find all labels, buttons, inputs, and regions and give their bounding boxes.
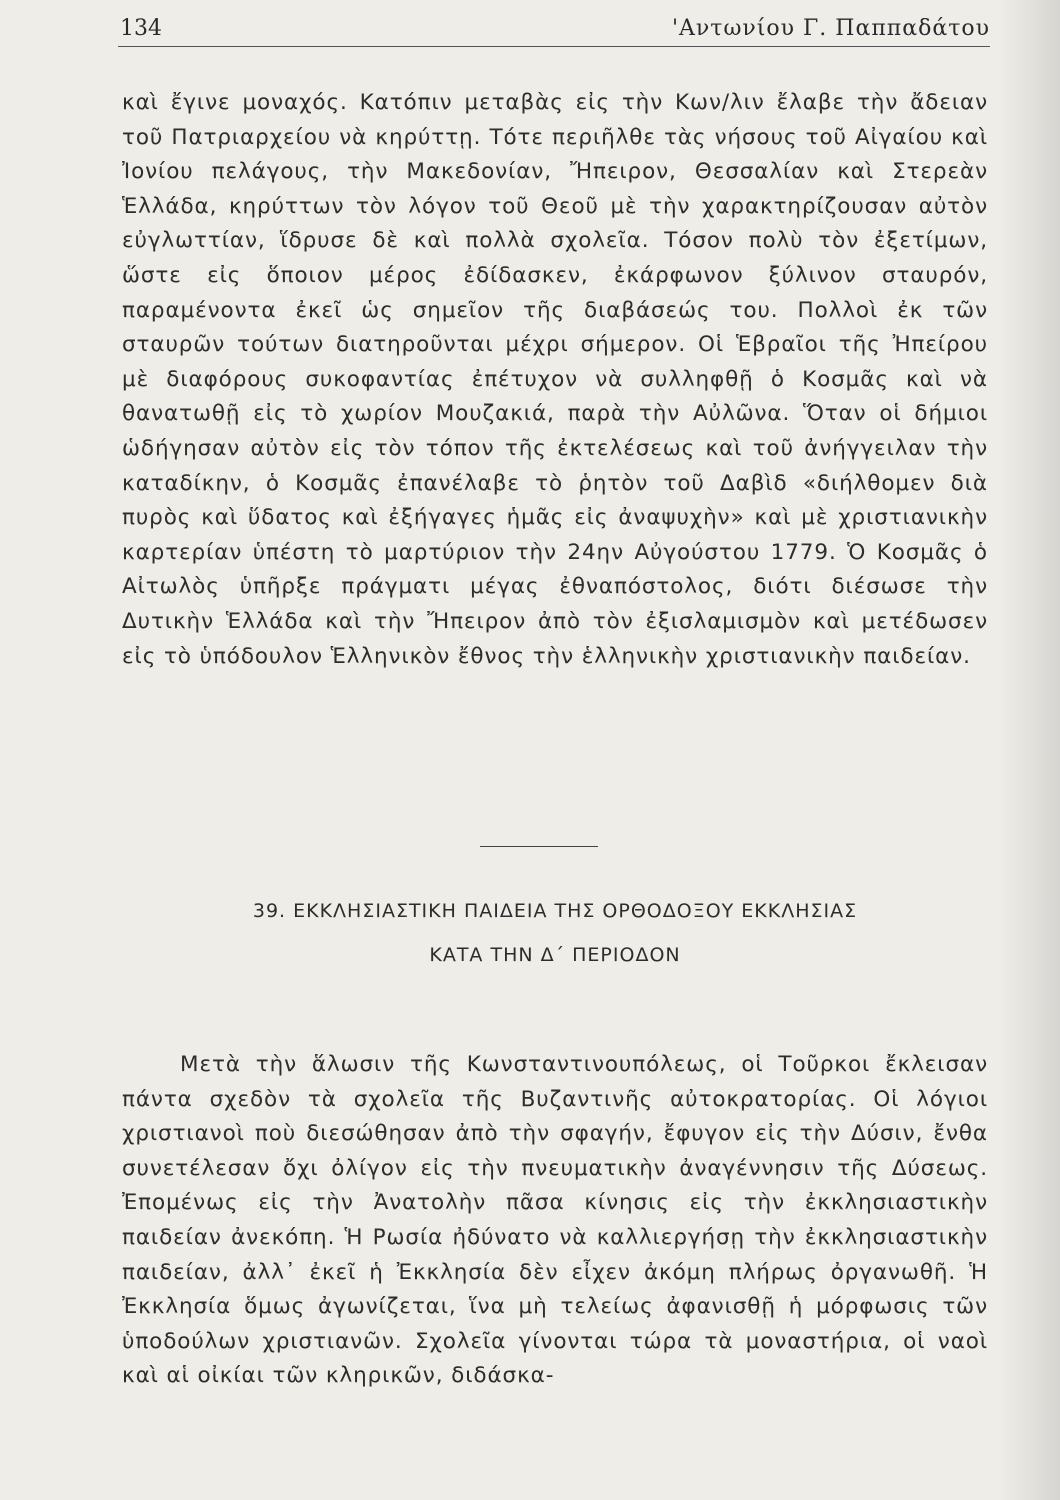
- section-heading-line-1: 39. ΕΚΚΛΗΣΙΑΣΤΙΚΗ ΠΑΙΔΕΙΑ ΤΗΣ ΟΡΘΟΔΟΞΟΥ ΕΚΚΛΗΣΙΑΣ: [252, 900, 858, 922]
- body-paragraph-2: Μετὰ τὴν ἅλωσιν τῆς Κωνσταντινουπόλεως, οἱ Τοῦρκοι ἔκλεισαν πάντα σχεδὸν τὰ σχολεῖα τῆς Βυζαντινῆς αὐτοκρατορίας. Οἱ λόγιοι χριστιανοὶ ποὺ διεσώθησαν ἀπὸ τὴν σφαγήν, ἔφυγον εἰς τὴν Δύσιν, ἔνθα συνετέλεσαν ὄχι ὀλίγον εἰς τὴν πνευματικὴν ἀναγέννησιν τῆς Δύσεως. Ἐπομένως εἰς τὴν Ἀνατολὴν πᾶσα κίνησις εἰς τὴν ἐκκλησιαστικὴν παιδείαν ἀνεκόπη. Ἡ Ρωσία ἠδύνατο νὰ καλλιεργήσῃ τὴν ἐκκλησιαστικὴν παιδείαν, ἀλλ᾽ ἐκεῖ ἡ Ἐκκλησία δὲν εἶχεν ἀκόμη πλήρως ὀργανωθῆ. Ἡ Ἐκκλησία ὅμως ἀγωνίζεται, ἵνα μὴ τελείως ἀφανισθῇ ἡ μόρφωσις τῶν ὑποδούλων χριστιανῶν. Σχολεῖα γίνονται τώρα τὰ μοναστήρια, οἱ ναοὶ καὶ αἱ οἰκίαι τῶν κληρικῶν, διδάσκα-: [122, 1052, 988, 1389]
- section-heading-line-2: ΚΑΤΑ ΤΗΝ Δ΄ ΠΕΡΙΟΔΟΝ: [429, 944, 681, 966]
- running-head: [120, 14, 990, 50]
- section-divider: [480, 846, 598, 847]
- header-rule: [118, 46, 990, 47]
- body-paragraph-1: καὶ ἔγινε μοναχός. Κατόπιν μεταβὰς εἰς τὴν Κων/λιν ἔλαβε τὴν ἄδειαν τοῦ Πατριαρχείου νὰ κηρύττῃ. Τότε περιῆλθε τὰς νήσους τοῦ Αἰγαίου καὶ Ἰονίου πελάγους, τὴν Μακεδονίαν, Ἤπειρον, Θεσσαλίαν καὶ Στερεὰν Ἑλλάδα, κηρύττων τὸν λόγον τοῦ Θεοῦ μὲ τὴν χαρακτηρίζουσαν αὐτὸν εὐγλωττίαν, ἵδρυσε δὲ καὶ πολλὰ σχολεῖα. Τόσον πολὺ τὸν ἐξετίμων, ὥστε εἰς ὅποιον μέρος ἐδίδασκεν, ἐκάρφωνον ξύλινον σταυρόν, παραμένοντα ἐκεῖ ὡς σημεῖον τῆς διαβάσεώς του. Πολλοὶ ἐκ τῶν σταυρῶν τούτων διατηροῦνται μέχρι σήμερον. Οἱ Ἑβραῖοι τῆς Ἠπείρου μὲ διαφόρους συκοφαντίας ἐπέτυχον νὰ συλληφθῇ ὁ Κοσμᾶς καὶ νὰ θανατωθῇ εἰς τὸ χωρίον Μουζακιά, παρὰ τὴν Αὐλῶνα. Ὅταν οἱ δήμιοι ὡδήγησαν αὐτὸν εἰς τὸν τόπον τῆς ἐκτελέσεως καὶ τοῦ ἀνήγγειλαν τὴν καταδίκην, ὁ Κοσμᾶς ἐπανέλαβε τὸ ῥητὸν τοῦ Δαβὶδ «διήλθομεν διὰ πυρὸς καὶ ὕδατος καὶ ἐξήγαγες ἡμᾶς εἰς ἀναψυχὴν» καὶ μὲ χριστιανικὴν καρτερίαν ὑπέστη τὸ μαρτύριον τὴν 24ην Αὐγούστου 1779. Ὁ Κοσμᾶς ὁ Αἰτωλὸς ὑπῆρξε πράγματι μέγας ἐθναπόστολος, διότι διέσωσε τὴν Δυτικὴν Ἑλλάδα καὶ τὴν Ἤπειρον ἀπὸ τὸν ἐξισλαμισμὸν καὶ μετέδωσεν εἰς τὸ ὑπόδουλον Ἑλληνικὸν ἔθνος τὴν ἑλληνικὴν χριστιανικὴν παιδείαν.: [122, 90, 988, 669]
- running-title: 'Αντωνίου Γ. Παππαδάτου: [672, 16, 990, 41]
- page-number: 134: [120, 16, 162, 41]
- page-gutter-shadow: [1000, 0, 1060, 1500]
